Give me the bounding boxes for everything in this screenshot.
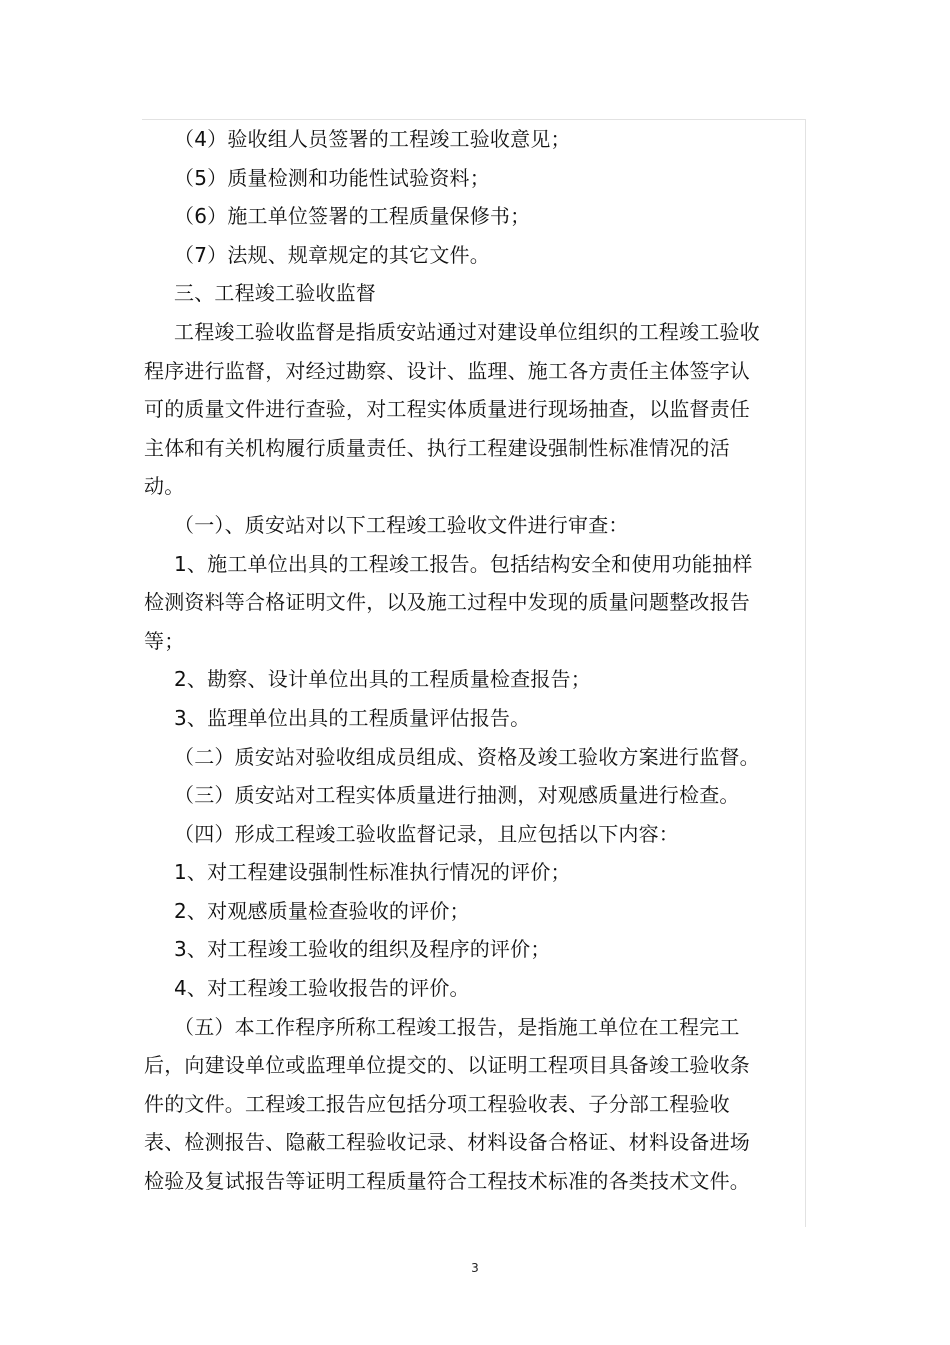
list-item: 2、对观感质量检查验收的评价； [174,898,470,923]
list-item: （6）施工单位签署的工程质量保修书； [174,204,531,229]
body-paragraph: 工程竣工验收监督是指质安站通过对建设单位组织的工程竣工验收程序进行监督，对经过勘察、设计、监理、施工各方责任主体签字认可的质量文件进行查验，对工程实体质量进行现场抽查，以监督责任主体和有关机构履行质量责任、执行工程建设强制性标准情况的活动。 [144,319,760,499]
document-body [144,120,766,1201]
list-item: （4）验收组人员签署的工程竣工验收意见； [174,127,571,151]
list-item: 3、监理单位出具的工程质量评估报告。 [174,705,531,730]
list-item: （一）、质安站对以下工程竣工验收文件进行审查： [174,512,629,537]
list-item: （四）形成工程竣工验收监督记录，且应包括以下内容： [174,821,679,846]
page-number: 3 [471,1261,479,1275]
body-paragraph: 1、施工单位出具的工程竣工报告。包括结构安全和使用功能抽样检测资料等合格证明文件，以及施工过程中发现的质量问题整改报告等； [144,551,753,653]
list-item: 3、对工程竣工验收的组织及程序的评价； [174,937,551,962]
list-item: （5）质量检测和功能性试验资料； [174,165,490,190]
body-paragraph: （五）本工作程序所称工程竣工报告，是指施工单位在工程完工后，向建设单位或监理单位提交的、以证明工程项目具备竣工验收条件的文件。工程竣工报告应包括分项工程验收表、子分部工程验收表、检测报告、隐蔽工程验收记录、材料设备合格证、材料设备进场检验及复试报告等证明工程质量符合工程技术标准的各类技术文件。 [144,1014,750,1194]
section-heading: 三、工程竣工验收监督 [174,281,376,306]
list-item: 1、对工程建设强制性标准执行情况的评价； [174,860,571,885]
list-item: 4、对工程竣工验收报告的评价。 [174,976,470,1001]
list-item: （三）质安站对工程实体质量进行抽测，对观感质量进行检查。 [174,783,740,808]
list-item: （7）法规、规章规定的其它文件。 [174,242,490,267]
list-item: 2、勘察、设计单位出具的工程质量检查报告； [174,667,591,692]
list-item: （二）质安站对验收组成员组成、资格及竣工验收方案进行监督。 [174,744,760,769]
